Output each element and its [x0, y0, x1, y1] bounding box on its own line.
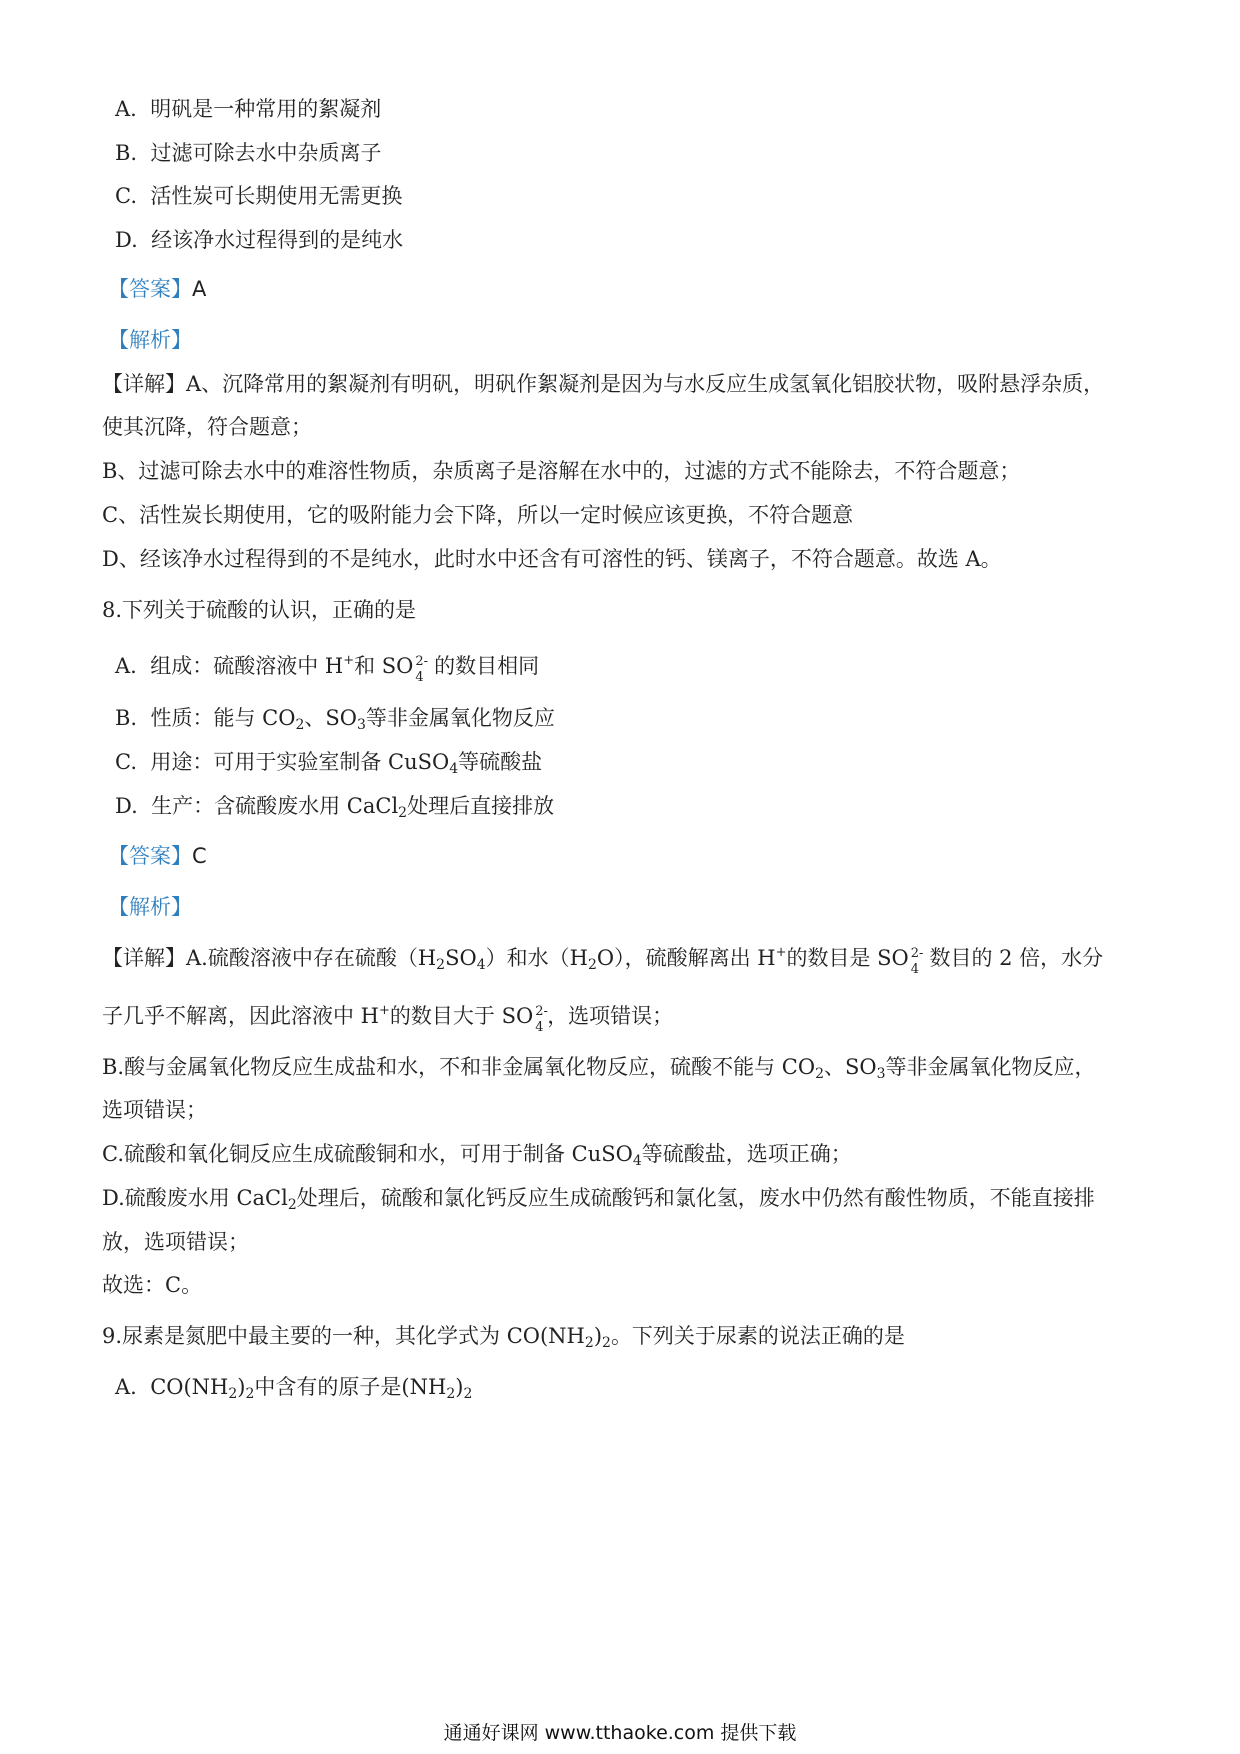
q7-option-d: D. 经该净水过程得到的是纯水: [115, 228, 404, 252]
sulfate-ion-notation: 2- 4: [535, 1004, 548, 1035]
q8-option-d: D. 生产：含硫酸废水用 CaCl$_2$处理后直接排放: [115, 794, 555, 821]
q9-option-a: A. $CO(NH_2)_2$中含有的原子是$(NH_2)_2$: [115, 1375, 473, 1402]
q8-option-b: B. 性质：能与 $CO_2$、$SO_3$等非金属氧化物反应: [115, 706, 555, 733]
q8-detail-line-6: D.硫酸废水用 CaCl$_2$处理后，硫酸和氯化钙反应生成硫酸钙和氯化氢，废水中仍然有酸性物质，不能直接排: [102, 1186, 1095, 1213]
q7-detail-line: 使其沉降，符合题意；: [102, 415, 312, 439]
answer-label: 【答案】: [108, 844, 192, 868]
q7-detail-line: D、经该净水过程得到的不是纯水，此时水中还含有可溶性的钙、镁离子，不符合题意。故选 A。: [102, 547, 1002, 571]
q8-detail-line-2: 子几乎不解离，因此溶液中 H+的数目大于 SO 2- 4 ，选项错误；: [102, 1003, 674, 1035]
q8-detail-line-5: C.硫酸和氧化铜反应生成硫酸铜和水，可用于制备 CuSO$_4$等硫酸盐，选项正确；: [102, 1142, 852, 1169]
q8-detail-line-3: B.酸与金属氧化物反应生成盐和水，不和非金属氧化物反应，硫酸不能与 $CO_2$、$SO_3$等非金属氧化物反应，: [102, 1055, 1096, 1082]
q8-detail-line-1: 【详解】A.硫酸溶液中存在硫酸$(H_2SO_4)$和水$(H_2O)$，硫酸解离出 H+的数目是 SO 2- 4 数目的 2 倍，水分: [102, 945, 1104, 977]
q8-analysis-label: 【解析】: [108, 895, 192, 919]
q7-option-a: A. 明矾是一种常用的絮凝剂: [115, 97, 382, 121]
answer-label: 【答案】: [108, 277, 192, 301]
footer-watermark: 通通好课网 www.tthaoke.com 提供下载: [443, 1722, 797, 1744]
q7-detail-line: 【详解】A、沉降常用的絮凝剂有明矾，明矾作絮凝剂是因为与水反应生成氢氧化铝胶状物，吸附悬浮杂质，: [102, 372, 1105, 396]
q8-option-a: A. 组成：硫酸溶液中 H+和 SO 2- 4 的数目相同: [115, 653, 540, 685]
q7-detail-line: B、过滤可除去水中的难溶性物质，杂质离子是溶解在水中的，过滤的方式不能除去，不符合题意；: [102, 459, 1021, 483]
q7-detail-line: C、活性炭长期使用，它的吸附能力会下降，所以一定时候应该更换，不符合题意: [102, 503, 854, 527]
q8-option-c: C. 用途：可用于实验室制备 CuSO$_4$等硫酸盐: [115, 750, 543, 777]
sulfate-ion-notation: 2- 4: [910, 946, 924, 977]
q7-option-c: C. 活性炭可长期使用无需更换: [115, 184, 403, 208]
q8-stem: 8.下列关于硫酸的认识，正确的是: [102, 598, 417, 622]
q7-analysis-label: 【解析】: [108, 328, 192, 352]
q9-stem: 9.尿素是氮肥中最主要的一种，其化学式为 $CO(NH_2)_2$。下列关于尿素的说法正确的是: [102, 1324, 905, 1351]
q8-conclusion: 故选：C。: [102, 1273, 203, 1297]
q8-detail-line-7: 放，选项错误；: [102, 1230, 249, 1254]
q7-option-b: B. 过滤可除去水中杂质离子: [115, 141, 382, 165]
q8-answer: 【答案】C: [108, 844, 207, 868]
sulfate-ion-notation: 2- 4: [415, 654, 429, 685]
q7-answer: 【答案】A: [108, 277, 207, 301]
q8-detail-line-4: 选项错误；: [102, 1098, 207, 1122]
